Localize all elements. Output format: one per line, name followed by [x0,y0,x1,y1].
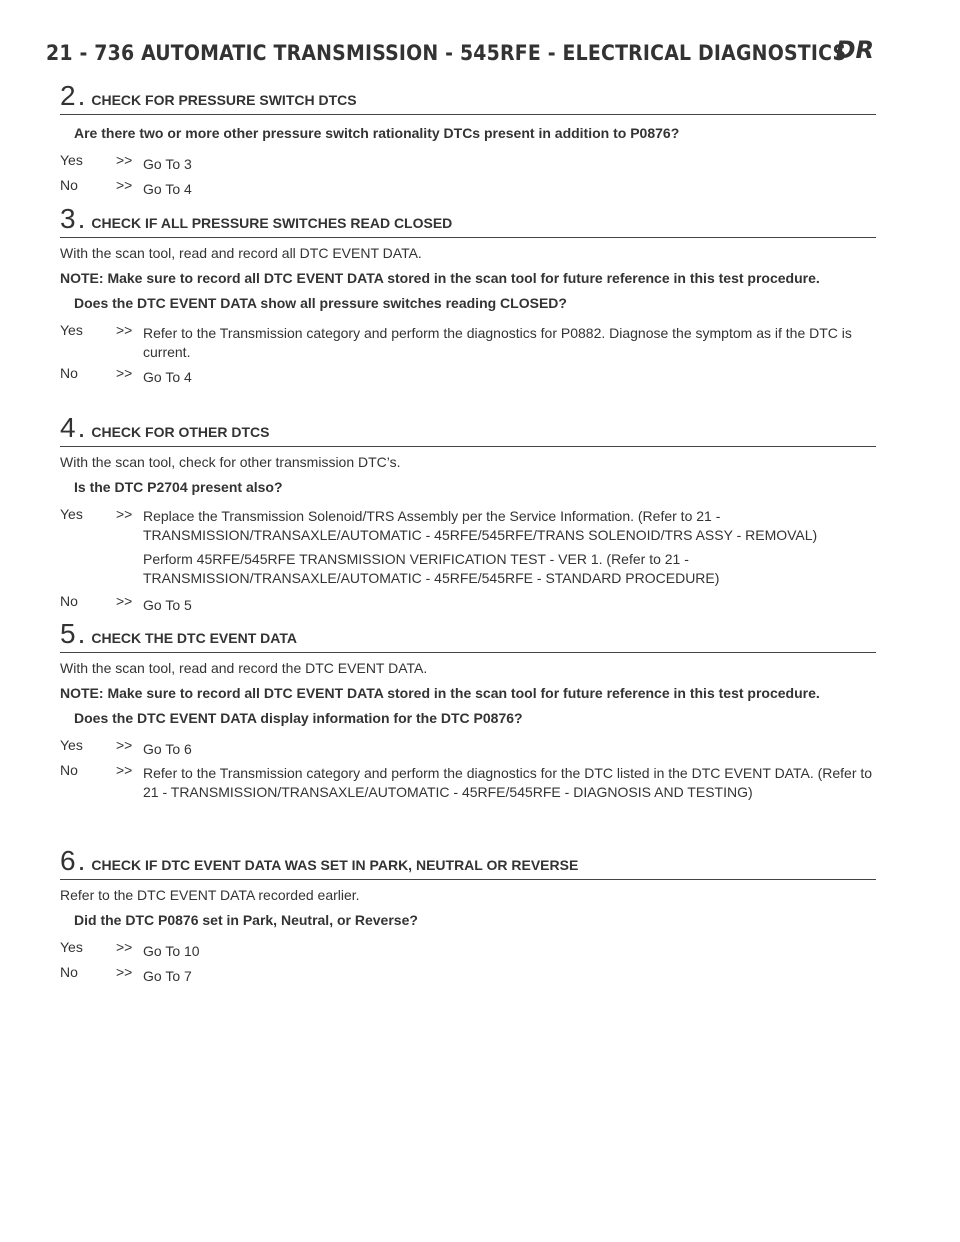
step-question: Does the DTC EVENT DATA display information for the DTC P0876? [74,710,523,726]
step-intro: With the scan tool, read and record the DTC EVENT DATA. [60,660,428,676]
answer-yes: Yes >> Go To 3 [60,152,192,172]
answer-no: No >> Go To 5 [60,593,192,613]
step-number: 5 [60,618,76,649]
step-title: CHECK FOR PRESSURE SWITCH DTCS [91,92,357,108]
step-intro: With the scan tool, read and record all DTC EVENT DATA. [60,245,422,261]
answer-no: No >> Refer to the Transmission category and perform the diagnostics for the DTC listed in the DTC EVENT DATA. (Refer to 21 - TRANSMISSION/TRANSAXLE/AUTOMATIC - 45RFE/545RFE - DIAGNOSIS AND TESTING) [60,762,873,800]
step-heading: 2 . CHECK FOR PRESSURE SWITCH DTCS [60,80,876,115]
step-note: NOTE: Make sure to record all DTC EVENT DATA stored in the scan tool for future reference in this test procedure. [60,270,820,286]
step-title: CHECK IF ALL PRESSURE SWITCHES READ CLOSED [91,215,453,231]
step-question: Does the DTC EVENT DATA show all pressure switches reading CLOSED? [74,295,567,311]
step-heading: 4 . CHECK FOR OTHER DTCS [60,412,876,447]
answer-no: No >> Go To 4 [60,177,192,197]
step-note: NOTE: Make sure to record all DTC EVENT DATA stored in the scan tool for future reference in this test procedure. [60,685,820,701]
step-number: 2 [60,80,76,111]
answer-yes: Yes >> Replace the Transmission Solenoid/TRS Assembly per the Service Information. (Refer to 21 - TRANSMISSION/TRANSAXLE/AUTOMATIC - 45RFE/545RFE/TRANS SOLENOID/TRS ASSY - REMOVAL) Perform 45RFE/545RFE TRANSMISSION VERIFICATION TEST - VER 1. (Refer to 21 - TRANSMISSION/TRANSAXLE/AUTOMATIC - 45RFE/545RFE - STANDARD PROCEDURE) [60,506,818,586]
step-title: CHECK FOR OTHER DTCS [91,424,270,440]
step-title: CHECK THE DTC EVENT DATA [91,630,297,646]
step-heading: 6 . CHECK IF DTC EVENT DATA WAS SET IN PARK, NEUTRAL OR REVERSE [60,845,876,880]
step-2 [60,80,876,199]
step-6 [60,845,876,986]
step-3 [60,203,876,387]
step-intro: Refer to the DTC EVENT DATA recorded earlier. [60,887,360,903]
answer-no: No >> Go To 7 [60,964,192,984]
step-4 [60,412,876,615]
step-title: CHECK IF DTC EVENT DATA WAS SET IN PARK, NEUTRAL OR REVERSE [91,857,579,873]
step-number: 6 [60,845,76,876]
step-intro: With the scan tool, check for other transmission DTC’s. [60,454,401,470]
step-number: 3 [60,203,76,234]
step-heading: 5 . CHECK THE DTC EVENT DATA [60,618,876,653]
header-model-code: DR [835,36,874,64]
step-5 [60,618,876,802]
step-question: Did the DTC P0876 set in Park, Neutral, or Reverse? [74,912,418,928]
step-number: 4 [60,412,76,443]
step-question: Is the DTC P2704 present also? [74,479,283,495]
page-header [46,38,876,68]
answer-no: No >> Go To 4 [60,365,192,385]
step-question: Are there two or more other pressure switch rationality DTCs present in addition to P0876? [74,125,680,141]
answer-yes: Yes >> Go To 10 [60,939,200,959]
answer-yes: Yes >> Refer to the Transmission category and perform the diagnostics for P0882. Diagnose the symptom as if the DTC is current. [60,322,852,360]
step-heading: 3 . CHECK IF ALL PRESSURE SWITCHES READ CLOSED [60,203,876,238]
answer-yes: Yes >> Go To 6 [60,737,192,757]
page-header-title: 21 - 736 AUTOMATIC TRANSMISSION - 545RFE - ELECTRICAL DIAGNOSTICS [46,41,847,65]
